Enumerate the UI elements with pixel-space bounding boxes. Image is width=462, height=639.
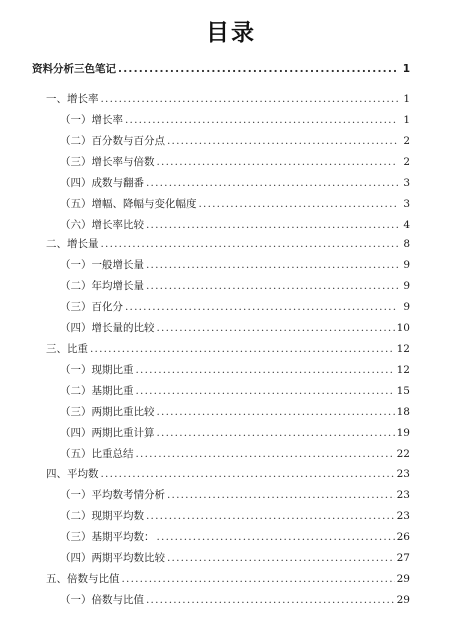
toc-leader-dots bbox=[157, 404, 395, 420]
toc-leader-dots bbox=[157, 154, 399, 170]
toc-page-number: 18 bbox=[396, 406, 410, 418]
toc-entry-label: （二）年均增长量 bbox=[60, 280, 144, 292]
toc-leader-dots bbox=[157, 320, 395, 336]
toc-section-entry[interactable] bbox=[46, 571, 410, 587]
toc-subsection-entry[interactable] bbox=[60, 446, 410, 462]
toc-subsection-entry[interactable] bbox=[60, 299, 410, 315]
toc-leader-dots bbox=[122, 571, 395, 587]
toc-leader-dots bbox=[136, 383, 395, 399]
toc-entry-label: （四）增长量的比较 bbox=[60, 322, 155, 334]
toc-entry-label: 资料分析三色笔记 bbox=[32, 63, 116, 75]
toc-page-number: 2 bbox=[403, 135, 410, 147]
toc-entry-label: （六）增长率比较 bbox=[60, 219, 144, 231]
toc-page-number: 19 bbox=[396, 427, 410, 439]
toc-subsection-entry[interactable] bbox=[60, 487, 410, 503]
toc-page-number: 26 bbox=[396, 531, 410, 543]
toc-leader-dots bbox=[146, 508, 395, 524]
toc-leader-dots bbox=[146, 257, 398, 273]
toc-leader-dots bbox=[167, 133, 398, 149]
toc-entry-label: （四）成数与翻番 bbox=[60, 177, 144, 189]
toc-leader-dots bbox=[125, 112, 398, 128]
toc-page-number: 9 bbox=[403, 259, 410, 271]
toc-leader-dots bbox=[125, 299, 398, 315]
toc-entry-label: 五、倍数与比值 bbox=[46, 573, 120, 585]
toc-page-number: 8 bbox=[403, 238, 410, 250]
toc-page-number: 12 bbox=[396, 343, 410, 355]
toc-subsection-entry[interactable] bbox=[60, 592, 410, 608]
toc-entry-label: （一）一般增长量 bbox=[60, 259, 144, 271]
toc-page-number: 23 bbox=[396, 489, 410, 501]
toc-entry-label: （二）基期比重 bbox=[60, 385, 134, 397]
toc-page-number: 3 bbox=[403, 198, 410, 210]
toc-leader-dots bbox=[167, 550, 395, 566]
toc-subsection-entry[interactable] bbox=[60, 257, 410, 273]
toc-subsection-entry[interactable] bbox=[60, 133, 410, 149]
toc-entry-label: 二、增长量 bbox=[46, 238, 99, 250]
toc-entry-label: （一）增长率 bbox=[60, 114, 123, 126]
toc-leader-dots bbox=[146, 278, 398, 294]
toc-subsection-entry[interactable] bbox=[60, 508, 410, 524]
toc-page-number: 4 bbox=[403, 219, 410, 231]
toc-page-number: 29 bbox=[396, 594, 410, 606]
toc-leader-dots bbox=[101, 91, 399, 107]
toc-leader-dots bbox=[118, 61, 398, 77]
toc-title-entry[interactable] bbox=[32, 61, 410, 77]
toc-section-entry[interactable] bbox=[46, 341, 410, 357]
toc-page-number: 29 bbox=[396, 573, 410, 585]
toc-entry-label: （二）现期平均数 bbox=[60, 510, 144, 522]
toc-subsection-entry[interactable] bbox=[60, 362, 410, 378]
toc-page-number: 2 bbox=[403, 156, 410, 168]
toc-entry-label: 一、增长率 bbox=[46, 93, 99, 105]
toc-leader-dots bbox=[157, 529, 395, 545]
toc-page-number: 10 bbox=[396, 322, 410, 334]
toc-page-number: 23 bbox=[396, 468, 410, 480]
toc-leader-dots bbox=[199, 196, 399, 212]
toc-entry-label: （一）现期比重 bbox=[60, 364, 134, 376]
toc-leader-dots bbox=[136, 446, 395, 462]
toc-leader-dots bbox=[136, 362, 395, 378]
toc-section-entry[interactable] bbox=[46, 236, 410, 252]
toc-entry-label: 三、比重 bbox=[46, 343, 88, 355]
toc-subsection-entry[interactable] bbox=[60, 529, 410, 545]
toc-subsection-entry[interactable] bbox=[60, 154, 410, 170]
toc-entry-label: （五）增幅、降幅与变化幅度 bbox=[60, 198, 197, 210]
toc-leader-dots bbox=[146, 175, 398, 191]
toc-entry-label: （三）两期比重比较 bbox=[60, 406, 155, 418]
toc-subsection-entry[interactable] bbox=[60, 112, 410, 128]
toc-page-number: 1 bbox=[403, 114, 410, 126]
toc-page-number: 12 bbox=[396, 364, 410, 376]
toc-entry-label: （三）基期平均数： bbox=[60, 531, 155, 543]
toc-entry-label: （一）平均数考情分析 bbox=[60, 489, 165, 501]
page-title: 目录 bbox=[206, 20, 256, 46]
toc-subsection-entry[interactable] bbox=[60, 175, 410, 191]
toc-page-number: 9 bbox=[403, 280, 410, 292]
toc-page-number: 15 bbox=[396, 385, 410, 397]
toc-leader-dots bbox=[101, 236, 399, 252]
toc-entry-label: （一）倍数与比值 bbox=[60, 594, 144, 606]
toc-leader-dots bbox=[146, 592, 395, 608]
toc-subsection-entry[interactable] bbox=[60, 217, 410, 233]
toc-page-number: 1 bbox=[403, 93, 410, 105]
toc-subsection-entry[interactable] bbox=[60, 196, 410, 212]
toc-entry-label: 四、平均数 bbox=[46, 468, 99, 480]
toc-subsection-entry[interactable] bbox=[60, 278, 410, 294]
toc-entry-label: （三）增长率与倍数 bbox=[60, 156, 155, 168]
toc-leader-dots bbox=[157, 425, 395, 441]
toc-subsection-entry[interactable] bbox=[60, 425, 410, 441]
toc-subsection-entry[interactable] bbox=[60, 383, 410, 399]
toc-entry-label: （三）百化分 bbox=[60, 301, 123, 313]
toc-leader-dots bbox=[101, 466, 395, 482]
toc-leader-dots bbox=[90, 341, 395, 357]
toc-leader-dots bbox=[167, 487, 395, 503]
toc-entry-label: （四）两期比重计算 bbox=[60, 427, 155, 439]
toc-page-number: 1 bbox=[402, 63, 410, 75]
toc-page-number: 27 bbox=[396, 552, 410, 564]
toc-page-number: 23 bbox=[396, 510, 410, 522]
toc-leader-dots bbox=[146, 217, 398, 233]
toc-page-number: 9 bbox=[403, 301, 410, 313]
toc-page-number: 22 bbox=[396, 448, 410, 460]
toc-subsection-entry[interactable] bbox=[60, 550, 410, 566]
toc-section-entry[interactable] bbox=[46, 91, 410, 107]
toc-entry-label: （五）比重总结 bbox=[60, 448, 134, 460]
toc-subsection-entry[interactable] bbox=[60, 320, 410, 336]
toc-page-number: 3 bbox=[403, 177, 410, 189]
toc-entry-label: （四）两期平均数比较 bbox=[60, 552, 165, 564]
toc-entry-label: （二）百分数与百分点 bbox=[60, 135, 165, 147]
toc-subsection-entry[interactable] bbox=[60, 404, 410, 420]
toc-section-entry[interactable] bbox=[46, 466, 410, 482]
